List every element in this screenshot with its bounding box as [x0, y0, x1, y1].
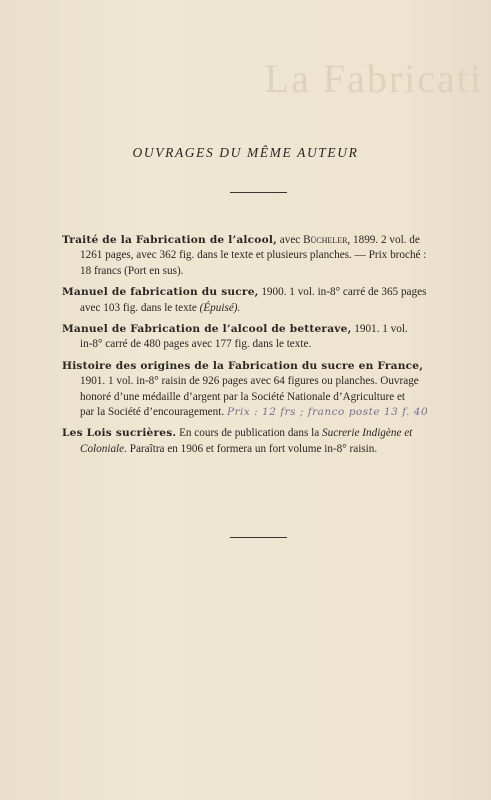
entry-title: Manuel de Fabrication de l’alcool de betterave,	[62, 323, 352, 336]
entry-text: 1901. 1 vol.	[351, 323, 408, 336]
bottom-divider	[230, 537, 287, 538]
list-item-manuel-sucre	[62, 285, 442, 316]
list-item-traite-alcool	[62, 233, 442, 279]
works-list	[62, 233, 442, 463]
entry-title: Histoire des origines de la Fabrication du sucre en France,	[62, 359, 424, 372]
bleed-through-text: La Fabricati	[264, 56, 483, 101]
entry-text: , 1899. 2 vol. de	[347, 234, 420, 246]
list-item-manuel-alcool-betterave	[62, 322, 442, 353]
entry-line: . Paraîtra en 1906 et formera un fort volume in-8° raisin.	[124, 442, 378, 455]
entry-status: (Épuisé).	[199, 301, 241, 314]
entry-title: Traité de la Fabrication de l’alcool,	[62, 234, 277, 246]
entry-title: Les Lois sucrières.	[62, 427, 177, 440]
list-item-lois-sucrieres	[62, 426, 442, 457]
list-item-histoire-origines	[62, 359, 442, 421]
entry-line: avec 103 fig. dans le texte	[80, 301, 200, 314]
entry-line: 1901. 1 vol. in-8° raisin de 926 pages avec 64 figures ou planches. Ouvrage	[80, 375, 419, 388]
entry-text: 1900. 1 vol. in-8° carré de 365 pages	[258, 286, 427, 299]
top-divider	[230, 192, 287, 193]
page-heading: OUVRAGES DU MÊME AUTEUR	[132, 145, 359, 160]
entry-publication: Sucrerie Indigène et	[322, 427, 413, 440]
entry-line: honoré d’une médaille d’argent par la Société Nationale d’Agriculture et	[80, 390, 406, 403]
entry-author: Bücheler	[303, 234, 348, 246]
entry-line: in-8° carré de 480 pages avec 177 fig. dans le texte.	[80, 338, 312, 351]
entry-line: 1261 pages, avec 362 fig. dans le texte et plusieurs planches. — Prix broché :	[80, 249, 427, 262]
entry-text: avec	[276, 234, 304, 246]
entry-text: En cours de publication dans la	[176, 427, 322, 440]
entry-publication: Coloniale	[80, 442, 125, 455]
handwritten-price-note: Prix : 12 frs ; franco poste 13 f. 40	[226, 406, 429, 419]
entry-line: par la Société d’encouragement.	[80, 406, 227, 419]
entry-title: Manuel de fabrication du sucre,	[62, 286, 259, 299]
entry-line: 18 francs (Port en sus).	[80, 264, 184, 277]
